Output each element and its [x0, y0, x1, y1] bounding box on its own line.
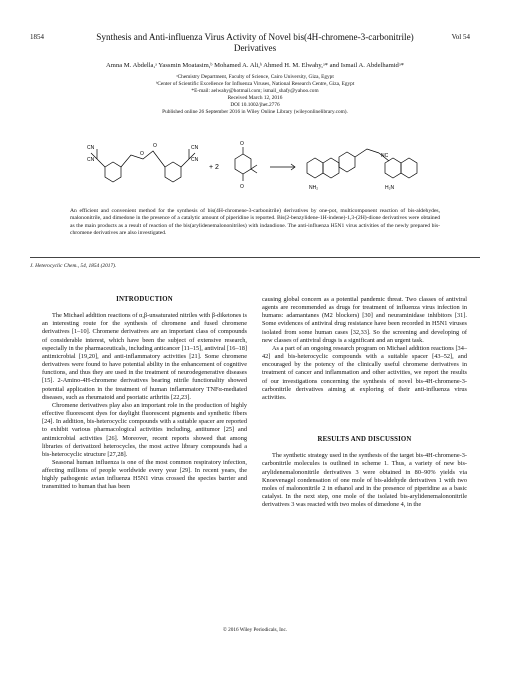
reaction-scheme [85, 137, 445, 199]
intro-paragraph-3: Seasonal human influenza is one of the most common respiratory infection, affecting millions of people worldwide every year [29]. In recent years, the highly pathogenic avian influenza H5N1 virus crossed the species barrier and transmitted to human that has been [42, 458, 247, 491]
label-o-1: O [140, 151, 144, 157]
label-o-4: O [240, 184, 244, 190]
volume-label: Vol 54 [451, 33, 470, 41]
chromene-right-b [401, 158, 417, 178]
intro-paragraph-5: As a part of an ongoing research program on Michael addition reactions [34–42] and bis-heterocyclic compounds with a suitable spacer [43–52], and encouraged by the potency of the clinically useful chromene derivatives in treatment of cancer and inflammation and other activities, we report the results of our investigations concerning the synthesis of novel bis-4H-chromene-3-carbonitrile derivatives aiming at exploring of their anti-influenza virus activities. [262, 344, 467, 401]
article-title: Synthesis and Anti-influenza Virus Activity of Novel bis(4H-chromene-3-carbonitrile) Derivatives [96, 32, 414, 53]
label-cn-3: CN [191, 145, 199, 151]
results-paragraph-1: The synthetic strategy used in the synthesis of the target bis-4H-chromene-3-carbonitrile molecules is outlined in scheme 1. Thus, a variety of new bis-arylidenemalononitrile derivatives 3 were obtained in 80–90% yields via Knoevenagel condensation of one mole of bis-aldehyde derivatives 1 with two moles of malononitrile 2 in ethanol and in the presence of piperidine as a basic catalyst. In the next step, one mole of the isolated bis-arylidenemalononitrile derivatives 3 was reacted with two moles of dimedone 4, in the [262, 452, 467, 509]
benzene-ring-right [165, 162, 181, 182]
intro-paragraph-2: Chromene derivatives play also an important role in the production of highly effective fluorescent dyes for daylight fluorescent pigments and synthetic fibers [24]. In addition, bis-heterocyclic compounds with a suitable spacer are reported to exhibit various pharmacological activities including, antitumor [25] and antimicrobial activities [26]. Moreover, recent reports showed that among libraries of derivatized heterocycles, the most active library compounds had a bis-heterocyclic structure [27,28]. [42, 401, 247, 458]
chromene-left-b [323, 158, 339, 178]
intro-paragraph-4: causing global concern as a potential pandemic threat. Two classes of antiviral agents are recommended as drugs for treatment of influenza virus infection in humans: adamantanes (M2 blockers) [30] and neuraminidase inhibitors [31]. Some evidences of antiviral drug resistance have been recorded in H5N1 viruses isolated from some human cases [32,33]. So the screening and developing of new classes of antiviral drugs is a significant and an urgent task. [262, 296, 467, 344]
page-number: 1854 [30, 33, 44, 41]
intro-paragraph-1: The Michael addition reactions of α,β-unsaturated nitriles with β-diketones is an interesting route for the synthesis of chromene and fused chromene derivatives [1–10]. Chromene derivatives are an important class of compounds of considerable interest, which have been the subject of extensive research, especially in the pharmaceuticals, including anticancer [11–15], antiviral [16–18] antimicrobial [19,20], and anti-inflammatory activities [21]. Some chromene derivatives were found to have potential ability in the enhancement of cognitive functions, and thus they are used in the treatment of neurodegenerative diseases [15]. 2-Amino-4H-chromene derivatives bearing nitrile functionality showed potential application in the treatment of human inflammatory TNFα-mediated diseases, such as rheumatoid and psoriatic arthritis [22,23]. [42, 312, 247, 401]
received-date: Received March 12, 2016 [227, 95, 283, 101]
chromene-right-a [385, 158, 401, 178]
chromene-left-a [307, 158, 323, 178]
affiliation-a: ᵃChemistry Department, Faculty of Science, Cairo University, Giza, Egypt [176, 74, 334, 80]
linker-ring [339, 152, 355, 172]
label-o-2: O [153, 143, 157, 149]
label-nh2: NH₂ [309, 185, 319, 191]
author-email: *E-mail: aelwahy@hotmail.com; ismail_shafy@yahoo.com [191, 88, 319, 94]
right-column [262, 296, 467, 509]
benzene-ring-left [105, 162, 121, 182]
results-heading: RESULTS AND DISCUSSION [317, 436, 412, 444]
label-o-3: O [240, 141, 244, 147]
introduction-heading: INTRODUCTION [116, 296, 173, 303]
left-column [42, 296, 247, 492]
affiliation-b: ᵇCenter of Scientific Excellence for Influenza Viruses, National Research Centre, Giza, Egypt [155, 81, 355, 87]
label-nc: NC [381, 153, 389, 159]
label-cn-4: CN [191, 157, 199, 163]
divider [30, 257, 480, 258]
copyright-footer: © 2016 Wiley Periodicals, Inc. [222, 627, 288, 633]
doi: DOI 10.1002/jhet.2776 [230, 102, 280, 108]
label-cn-1: CN [87, 145, 95, 151]
label-h2n: H₂N [385, 185, 395, 191]
published-online: Published online 26 September 2016 in Wiley Online Library (wileyonlinelibrary.com). [162, 109, 348, 115]
label-cn-2: CN [87, 157, 95, 163]
author-list: Amna M. Abdella,ᵃ Yassmin Moatasim,ᵇ Mohamed A. Ali,ᵇ Ahmed H. M. Elwahy,ᵃ* and Ismail A. Abdelhamidᵃ* [106, 62, 404, 69]
dimedone-ring [235, 154, 251, 174]
abstract: An efficient and convenient method for the synthesis of bis(4H-chromene-3-carbonitrile) derivatives by one-pot, multicomponent reaction of bis-aldehydes, malononitrile, and dimedone in the presence of a catalytic amount of piperidine is reported. Bis(2-benzylidene-1H-indene)-1,3-(2H)-dione derivatives were obtained as the main products as a result of reaction of the bis(arylidenemalononitriles) with indandione. The anti-influenza H5N1 virus activities of the newly prepared bis-chromene derivatives are also investigated. [70, 208, 440, 237]
label-plus-two: + 2 [209, 164, 219, 171]
section-gap [262, 402, 467, 436]
citation: J. Heterocyclic Chem., 54, 1854 (2017). [30, 263, 117, 269]
